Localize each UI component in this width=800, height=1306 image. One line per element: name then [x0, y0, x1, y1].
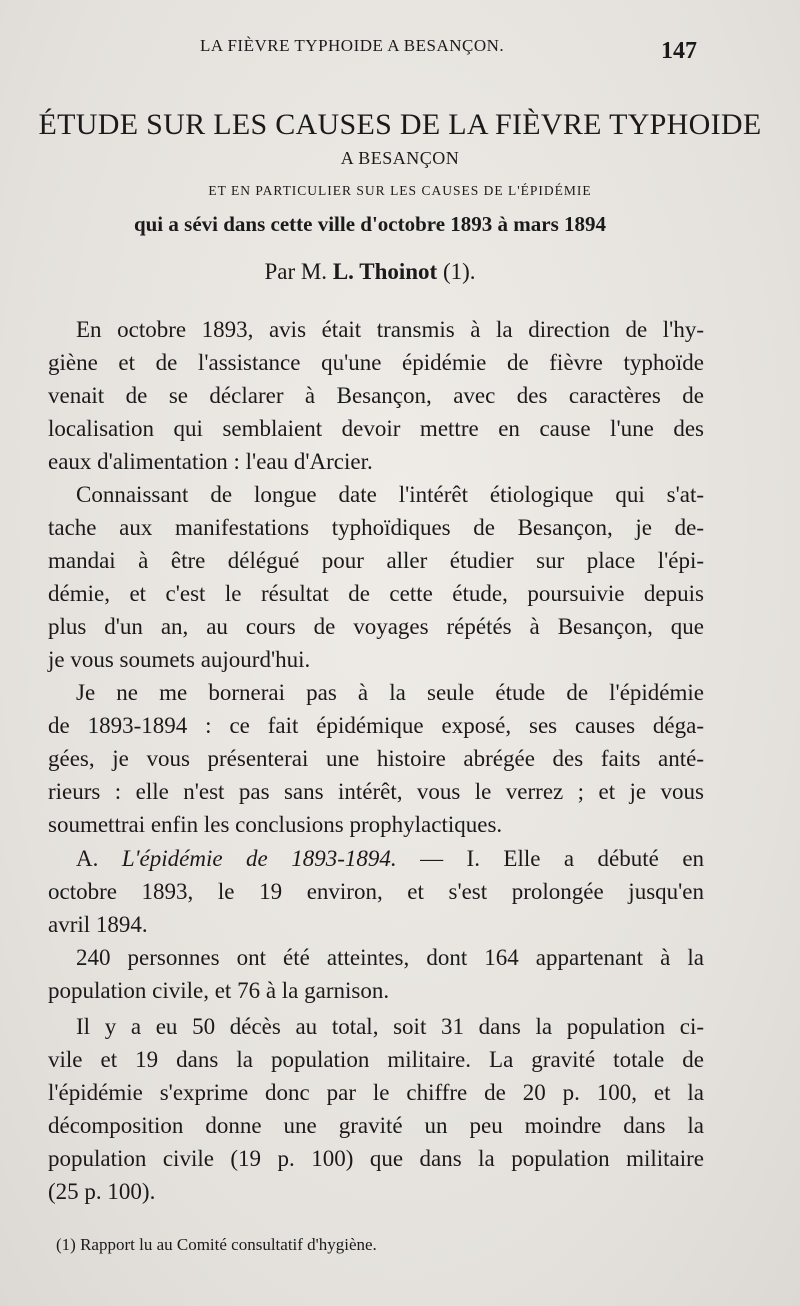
- body-line: démie, et c'est le résultat de cette étude, poursuivie depuis: [48, 581, 704, 606]
- article-subtitle: A BESANÇON: [340, 148, 460, 168]
- body-line: de 1893-1894 : ce fait épidémique exposé, ses causes déga-: [48, 713, 704, 738]
- body-line: tache aux manifestations typhoïdiques de Besançon, je de-: [48, 515, 704, 540]
- author-footnote-ref: (1).: [442, 259, 476, 284]
- body-line: vile et 19 dans la population militaire. La gravité totale de: [48, 1047, 704, 1072]
- body-line: Je ne me bornerai pas à la seule étude de l'épidémie: [76, 680, 704, 705]
- page-number: 147: [661, 38, 697, 64]
- body-line: avril 1894.: [48, 912, 148, 937]
- body-line: En octobre 1893, avis était transmis à la direction de l'hy-: [76, 317, 704, 342]
- body-line: population civile (19 p. 100) que dans la population militaire: [48, 1146, 704, 1171]
- author-line: [0, 259, 740, 285]
- body-line: localisation qui semblaient devoir mettre en cause l'une des: [48, 416, 704, 441]
- body-line: rieurs : elle n'est pas sans intérêt, vous le verrez ; et je vous: [48, 779, 704, 804]
- body-line: gées, je vous présenterai une histoire abrégée des faits anté-: [48, 746, 704, 771]
- article-subtitle-detail: ET EN PARTICULIER SUR LES CAUSES DE L'ÉPIDÉMIE: [208, 183, 592, 198]
- section-a-line: [76, 845, 704, 873]
- author-prefix: Par M.: [264, 259, 328, 284]
- body-line: l'épidémie s'exprime donc par le chiffre de 20 p. 100, et la: [48, 1080, 704, 1105]
- body-line: soumettrai enfin les conclusions prophylactiques.: [48, 812, 503, 837]
- article-title: ÉTUDE SUR LES CAUSES DE LA FIÈVRE TYPHOIDE: [38, 108, 762, 141]
- body-line: 240 personnes ont été atteintes, dont 164 appartenant à la: [76, 945, 704, 970]
- footnote: (1) Rapport lu au Comité consultatif d'hygiène.: [56, 1235, 377, 1254]
- body-line: mandai à être délégué pour aller étudier sur place l'épi-: [48, 548, 704, 573]
- section-a-rest: — I. Elle a débuté en: [420, 846, 705, 871]
- body-line: eaux d'alimentation : l'eau d'Arcier.: [48, 449, 373, 474]
- author-name: L. Thoinot: [332, 259, 438, 284]
- article-subtitle-dates: qui a sévi dans cette ville d'octobre 1893 à mars 1894: [133, 212, 607, 236]
- body-line: octobre 1893, le 19 environ, et s'est prolongée jusqu'en: [48, 879, 704, 904]
- body-line: plus d'un an, au cours de voyages répétés à Besançon, que: [48, 614, 704, 639]
- body-line: décomposition donne une gravité un peu moindre dans la: [48, 1113, 704, 1138]
- body-line: Il y a eu 50 décès au total, soit 31 dans la population ci-: [76, 1014, 704, 1039]
- body-line: population civile, et 76 à la garnison.: [48, 978, 390, 1003]
- running-head: LA FIÈVRE TYPHOIDE A BESANÇON.: [200, 36, 505, 55]
- body-line: je vous soumets aujourd'hui.: [48, 647, 311, 672]
- body-line: (25 p. 100).: [48, 1179, 156, 1204]
- body-line: giène et de l'assistance qu'une épidémie de fièvre typhoïde: [48, 350, 704, 375]
- body-line: Connaissant de longue date l'intérêt étiologique qui s'at-: [76, 482, 704, 507]
- body-line: venait de se déclarer à Besançon, avec des caractères de: [48, 383, 704, 408]
- section-a-label: A.: [76, 846, 99, 871]
- section-a-heading: L'épidémie de 1893-1894.: [121, 846, 397, 871]
